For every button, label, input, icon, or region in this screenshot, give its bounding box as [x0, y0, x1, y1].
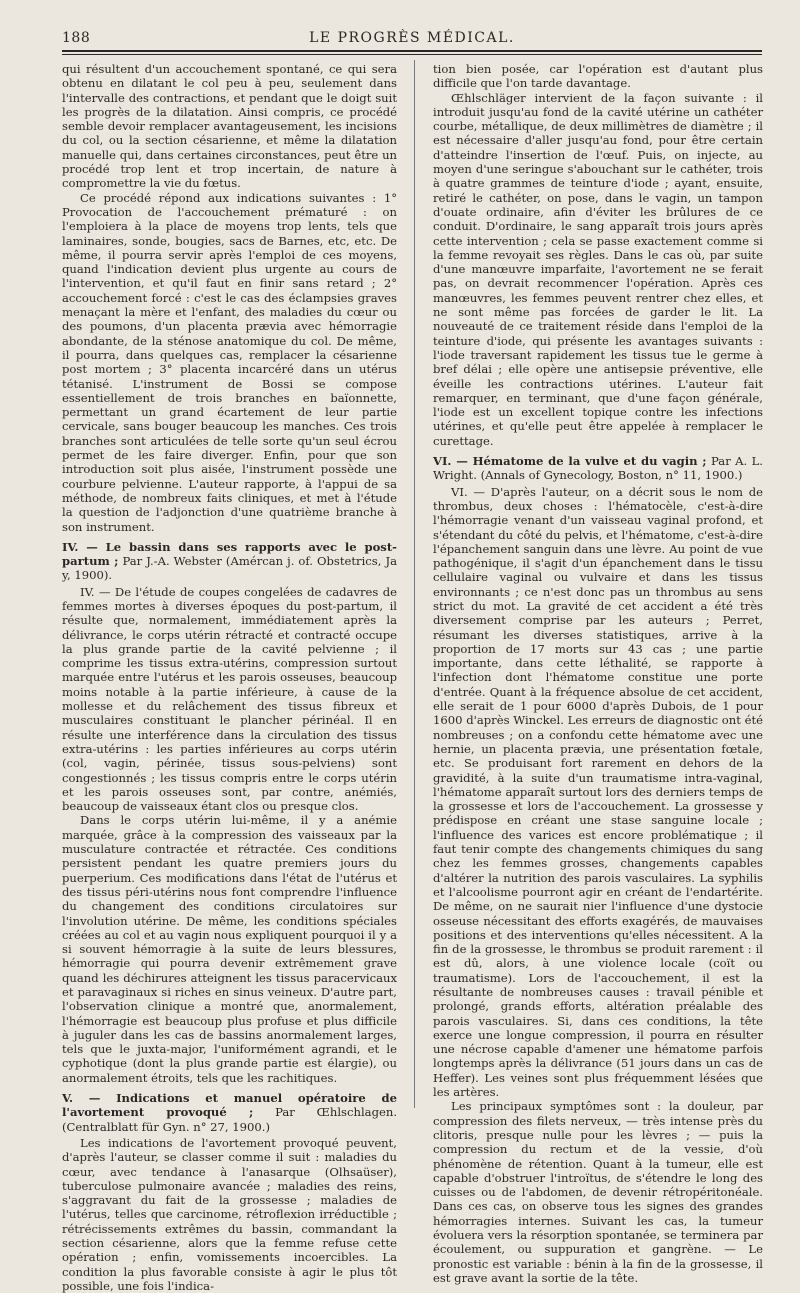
- journal-title: LE PROGRÈS MÉDICAL.: [309, 30, 515, 46]
- right-paragraph-1: tion bien posée, car l'opération est d'autant plus difficile que l'on tarde davantage.: [433, 62, 763, 91]
- section-vi-title: VI. — Hématome de la vulve et du vagin ;: [433, 454, 707, 469]
- left-column: [62, 62, 398, 1293]
- column-divider: [414, 60, 415, 1108]
- left-paragraph-2: Ce procédé répond aux indications suivantes : 1° Provocation de l'accouchement prématuré : on l'emploiera à la place de moyens trop lents, tels que laminaires, sonde, bougies, sacs de Barnes, etc, etc. De même, il pourra servir après l'emploi de ces moyens, quand l'indication devient plus urgente au cours de l'intervention, et qu'il faut en finir sans retard ; 2° accouchement forcé : c'est le cas des éclampsies graves menaçant la mère et l'enfant, des maladies du cœur ou des poumons, d'un placenta prævia avec hémorragie abondante, de la sténose anatomique du col. De même, il pourra, dans quelques cas, remplacer la césarienne post mortem ; 3° placenta incarcéré dans un utérus tétanisé. L'instrument de Bossi se compose essentiellement de trois branches en baïonnette, permettant un grand écartement de leur partie cervicale, sans bouger beaucoup les manches. Ces trois branches sont articulées de telle sorte qu'un seul écrou permet de les faire diverger. Enfin, pour que son introduction soit plus aisée, l'instrument possède une courbure pelvienne. L'auteur rapporte, à l'appui de sa méthode, de nombreux faits cliniques, et met à l'étude la question de l'adjonction d'une quatrième branche à son instrument.: [62, 190, 397, 534]
- section-iv-ref: Par J.-A. Webster (Amércan j. of. Obstetrics, Ja y, 1900).: [62, 554, 397, 583]
- right-column: [433, 62, 763, 1285]
- section-v-heading: [62, 1091, 397, 1134]
- page-number: 188: [62, 30, 91, 46]
- header-rule-thin: [62, 54, 762, 55]
- section-v-ref: Par Œhlschlagen. (Centralblatt für Gyn. n° 27, 1900.): [62, 1105, 398, 1134]
- right-paragraph-2: Œhlschläger intervient de la façon suivante : il introduit jusqu'au fond de la cavité utérine un cathéter courbe, métallique, de deux millimètres de diamètre ; il est nécessaire d'aller jusqu'au fond, pour être certain d'atteindre l'insertion de l'œuf. Puis, on injecte, au moyen d'une seringue s'abouchant sur le cathéter, trois à quatre grammes de teinture d'iode ; ayant, ensuite, retiré le cathéter, on pose, dans le vagin, un tampon d'ouate ordinaire, afin d'éviter les brûlures de ce conduit. D'ordinaire, le sang apparaît trois jours après cette intervention ; cela se passe exactement comme si la femme revoyait ses règles. Dans le cas où, par suite d'une manœuvre imparfaite, l'avortement ne se ferait pas, on devrait recommencer l'opération. Après ces manœuvres, les femmes peuvent rentrer chez elles, et ne sont même pas forcées de garder le lit. La nouveauté de ce traitement réside dans l'emploi de la teinture d'iode, qui présente les avantages suivants : l'iode traversant rapidement les tissus tue le germe à bref délai ; elle opère une antisepsie préventive, elle éveille les contractions utérines. L'auteur fait remarquer, en terminant, que d'une façon générale, l'iode est un excellent topique contre les infections utérines, et qu'elle peut être appelée à remplacer le curettage.: [433, 90, 763, 448]
- left-paragraph-1: qui résultent d'un accouchement spontané, ce qui sera obtenu en dilatant le col peu à peu, seulement dans l'intervalle des contractions, et pendant que le doigt suit les progrès de la dilatation. Ainsi compris, ce procédé semble devoir remplacer avantageusement, les incisions du col, ou la section césarienne, et même la dilatation manuelle qui, dans certaines circonstances, peut être un procédé trop lent et trop incertain, de nature à compromettre la vie du fœtus.: [62, 62, 397, 191]
- section-vi-heading: [433, 454, 763, 483]
- left-paragraph-5: Les indications de l'avortement provoqué peuvent, d'après l'auteur, se classer comme il suit : maladies du cœur, avec tendance à l'anasarque (Olhsaüser), tuberculose pulmonaire avancée ; maladies des reins, s'aggravant du fait de la grossesse ; maladies de l'utérus, telles que carcinome, rétroflexion irréductible ; rétrécissements extrêmes du bassin, commandant la section césarienne, alors que la femme refuse cette opération ; enfin, vomissements incoercibles. La condition la plus favorable consiste à agir le plus tôt possible, une fois l'indica-: [62, 1135, 397, 1293]
- page-header: [62, 30, 762, 52]
- section-v-title: V. — Indications et manuel opératoire de l'avortement provoqué ;: [62, 1091, 397, 1120]
- right-paragraph-4: Les principaux symptômes sont : la douleur, par compression des filets nerveux, — très intense près du clitoris, presque nulle pour les lèvres ; — puis la compression du rectum et de la vessie, d'où phénomène de rétention. Quant à la tumeur, elle est capable d'obstruer l'introïtus, de s'étendre le long des cuisses ou de l'abdomen, de devenir rétropéritonéale. Dans ces cas, on observe tous les signes des grandes hémorragies internes. Suivant les cas, la tumeur évoluera vers la résorption spontanée, se terminera par écoulement, ou suppuration et gangrène. — Le pronostic est variable : bénin à la fin de la grossesse, il est grave avant la sortie de la tête.: [433, 1099, 763, 1285]
- right-paragraph-3: VI. — D'après l'auteur, on a décrit sous le nom de thrombus, deux choses : l'hématocèle, c'est-à-dire l'hémorragie venant d'un vaisseau vaginal profond, et s'étendant du côté du pelvis, et l'hématome, c'est-à-dire l'épanchement sanguin dans une lèvre. Au point de vue pathogénique, il s'agit d'un épanchement dans le tissu cellulaire vaginal ou vulvaire et dans les tissus environnants ; ce n'est donc pas un thrombus au sens strict du mot. La gravité de cet accident a été très diversement comprise par les auteurs ; Perret, résumant les diverses statistiques, arrive à la proportion de 17 morts sur 43 cas ; une partie importante, dans cette léthalité, se rapporte à l'infection dont l'hématome constitue une porte d'entrée. Quant à la fréquence absolue de cet accident, elle serait de 1 pour 6000 d'après Dubois, de 1 pour 1600 d'après Winckel. Les erreurs de diagnostic ont été nombreuses ; on a confondu cette hématome avec une hernie, un placenta prævia, une présentation fœtale, etc. Se produisant fort rarement en dehors de la gravidité, à la suite d'un traumatisme intra-vaginal, l'hématome apparaît surtout lors des derniers temps de la grossesse et lors de l'accouchement. La grossesse y prédispose en créant une stase sanguine locale ; l'influence des varices est encore problématique ; il faut tenir compte des changements chimiques du sang chez les femmes grosses, changements capables d'altérer la nutrition des parois vasculaires. La syphilis et l'alcoolisme pourront agir en créant de l'endartérite. De même, on ne saurait nier l'influence d'une dystocie osseuse nécessitant des efforts exagérés, de mauvaises positions et des interventions qu'elles nécessitent. A la fin de la grossesse, le thrombus se produit rarement : il est dû, alors, à une violence locale (coït ou traumatisme). Lors de l'accouchement, il est la résultante de nombreuses causes : travail pénible et prolongé, grands efforts, altération préalable des parois vasculaires. Si, dans ces conditions, la tête exerce une longue compression, il pourra en résulter une nécrose capable d'amener une hématome parfois longtemps après la délivrance (51 jours dans un cas de Heffer). Les veines sont plus fréquemment lésées que les artères.: [433, 484, 763, 1100]
- section-iv-title: IV. — Le bassin dans ses rapports avec le post-partum ;: [62, 539, 397, 569]
- section-vi-ref: Par A. L. Wright. (Annals of Gynecology, Boston, n° 11, 1900.): [433, 454, 763, 483]
- header-rule-thick: [62, 50, 762, 52]
- left-paragraph-4: Dans le corps utérin lui-même, il y a anémie marquée, grâce à la compression des vaisseaux par la musculature contractée et rétractée. Ces conditions persistent pendant les quatre premiers jours du puerperium. Ces modifications dans l'état de l'utérus et des tissus péri-utérins nous font comprendre l'influence du changement des conditions circulatoires sur l'involution utérine. De même, les conditions spéciales créées au col et au vagin nous expliquent pourquoi il y a si souvent hémorragie à la suite de leurs blessures, hémorragie qui pourra devenir extrêmement grave quand les déchirures atteignent les tissus paracervicaux et paravaginaux si riches en sinus veineux. D'autre part, l'observation clinique a montré que, anormalement, l'hémorragie est beaucoup plus profuse et plus difficile à juguler dans les cas de bassins anormalement larges, tels que le juxta-major, l'uniformément agrandi, et le cyphotique (dont la plus grande partie est élargie), ou anormalement étroits, tels que les rachitiques.: [62, 813, 397, 1085]
- section-iv-heading: [62, 540, 397, 583]
- left-paragraph-3: IV. — De l'étude de coupes congelées de cadavres de femmes mortes à diverses époques du post-partum, il résulte que, normalement, immédiatement après la délivrance, le corps utérin rétracté et contracté occupe la plus grande partie de la cavité pelvienne ; il comprime les tissus extra-utérins, compression surtout marquée entre l'utérus et les parois osseuses, beaucoup moins notable à la partie inférieure, à cause de la mollesse et du relâchement des tissus fibreux et musculaires constituant le plancher périnéal. Il en résulte une interférence dans la circulation des tissus extra-utérins : les parties inférieures au corps utérin (col, vagin, périnée, tissus sous-pelviens) sont congestionnés ; les tissus compris entre le corps utérin et les parois osseuses sont, par contre, anémiés, beaucoup de vaisseaux étant clos ou presque clos.: [62, 584, 397, 814]
